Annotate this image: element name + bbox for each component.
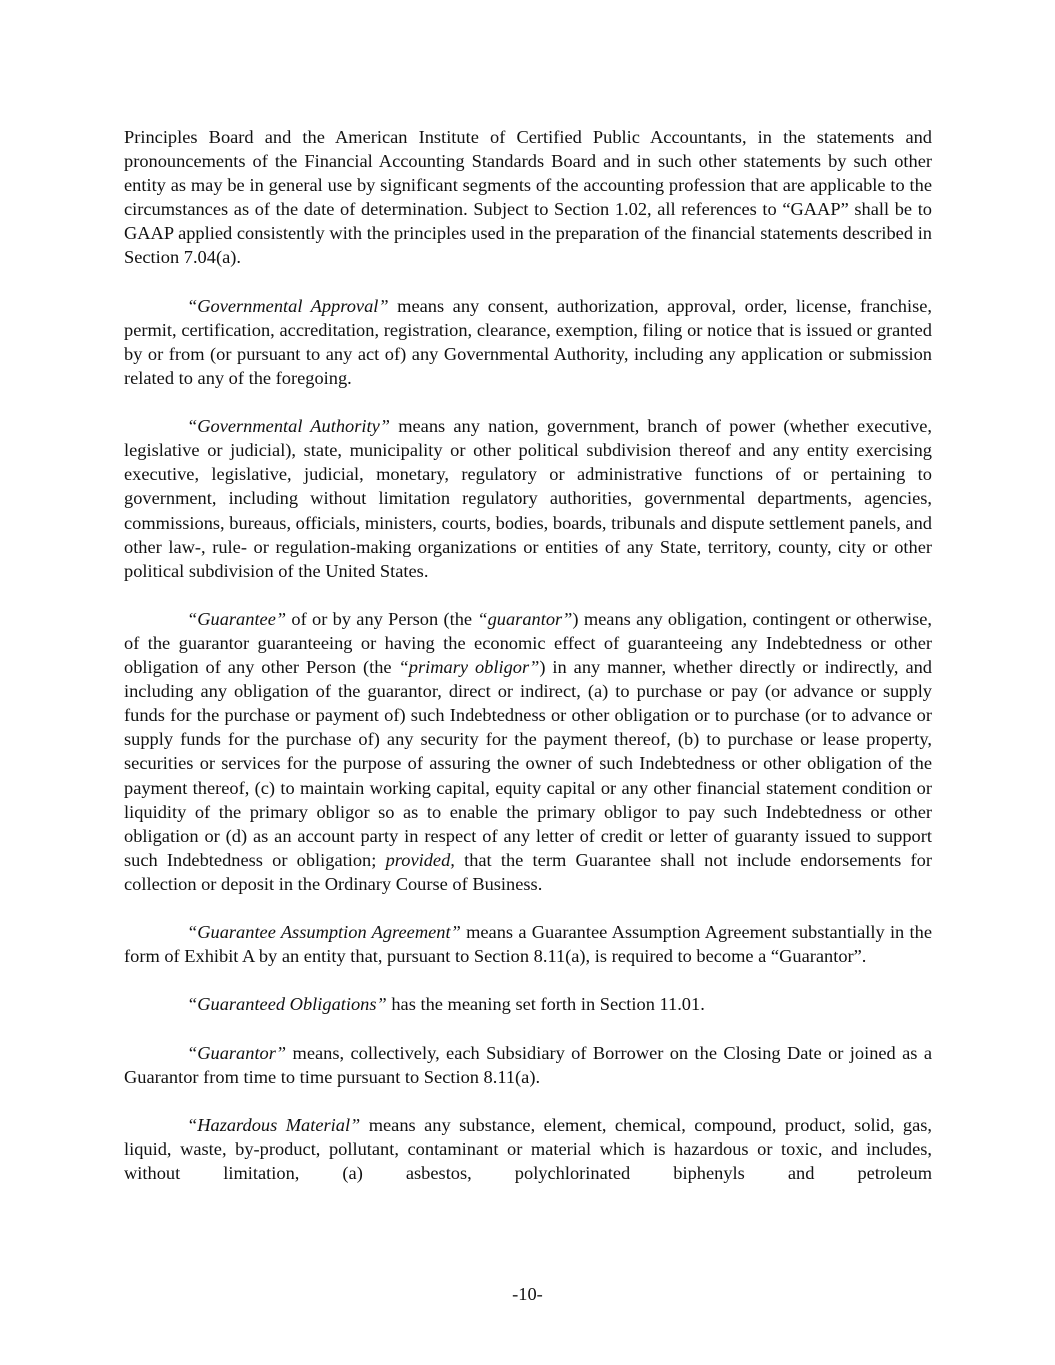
definition-text: ) in any manner, whether directly or indirectly, and including any obligation of the guarantor, direct or indirect, (a) to purchase or pay (or advance or supply funds for the purchase or payment of) such Indebtedness or other obligation or to purchase (or to advance or supply funds for the purchase of) any security for the payment thereof, (b) to purchase or lease property, securities or services for the purpose of assuring the owner of such Indebtedness or other obligation of the payment thereof, (c) to maintain working capital, equity capital or any other financial statement condition or liquidity of the primary obligor so as to enable the primary obligor to pay such Indebtedness or other obligation or (d) as an account party in respect of any letter of credit or letter of guaranty issued to support such Indebtedness or obligation; (124, 657, 932, 870)
page-number: -10- (512, 1284, 543, 1304)
definition-guarantor (124, 1041, 932, 1089)
definition-guaranteed-obligations (124, 992, 932, 1016)
document-body (124, 125, 932, 1209)
definition-text: means any nation, government, branch of power (whether executive, legislative or judicial), state, municipality or other political subdivision thereof and any entity exercising executive, legislative, judicial, monetary, regulatory or administrative functions of or pertaining to government, including without limitation regulatory authorities, governmental departments, agencies, commissions, bureaus, officials, ministers, courts, bodies, boards, tribunals and dispute settlement panels, and other law-, rule- or regulation-making organizations or entities of any State, territory, county, city or other political subdivision of the United States. (124, 416, 932, 581)
definition-text: means any substance, element, chemical, compound, product, solid, gas, liquid, waste, by-product, pollutant, contaminant or material which is hazardous or toxic, and includes, without limitation, (a) asbestos, polychlorinated biphenyls and petroleum (124, 1114, 932, 1184)
paragraph-gaap-continued (124, 125, 932, 270)
definition-text: means, collectively, each Subsidiary of Borrower on the Closing Date or joined as a Guarantor from time to time pursuant to Section 8.11(a). (124, 1042, 932, 1087)
definition-text: means any consent, authorization, approval, order, license, franchise, permit, certification, accreditation, registration, clearance, exemption, filing or notice that is issued or granted by or from (or pursuant to any act of) any Governmental Authority, including any application or submission related to any of the foregoing. (124, 295, 932, 388)
definition-text: means a Guarantee Assumption Agreement substantially in the form of Exhibit A by an entity that, pursuant to Section 8.11(a), is required to become a “Guarantor”. (124, 922, 932, 967)
defined-term: “Governmental Authority” (187, 416, 390, 437)
defined-term: “Guaranteed Obligations” (187, 994, 387, 1015)
definition-text: that the term Guarantee shall not include endorsements for collection or deposit in the Ordinary Course of Business. (124, 849, 932, 894)
definition-hazardous-material (124, 1113, 932, 1185)
definition-guarantee (124, 607, 932, 896)
defined-term: “Guarantor” (187, 1042, 287, 1063)
definition-guarantee-assumption-agreement (124, 920, 932, 968)
paragraph-text: Principles Board and the American Institute of Certified Public Accountants, in the statements and pronouncements of the Financial Accounting Standards Board and in such other statements by such other entity as may be in general use by significant segments of the accounting profession that are applicable to the circumstances as of the date of determination. Subject to Section 1.02, all references to “GAAP” shall be to GAAP applied consistently with the principles used in the preparation of the financial statements described in Section 7.04(a). (124, 127, 932, 268)
proviso-provided: provided, (385, 849, 455, 870)
defined-term: “Hazardous Material” (187, 1114, 361, 1135)
definition-text: of or by any Person (the (286, 608, 478, 629)
defined-term-primary-obligor: “primary obligor” (398, 657, 540, 678)
defined-term: “Guarantee Assumption Agreement” (187, 922, 461, 943)
definition-governmental-approval (124, 294, 932, 390)
definition-governmental-authority (124, 414, 932, 583)
defined-term: “Guarantee” (187, 608, 287, 629)
defined-term-guarantor: “guarantor” (477, 608, 573, 629)
defined-term: “Governmental Approval” (187, 295, 389, 316)
definition-text: has the meaning set forth in Section 11.01. (386, 994, 705, 1015)
definition-text: ) means any obligation, contingent or otherwise, of the guarantor guaranteeing or having the economic effect of guaranteeing any Indebtedness or other obligation of any other Person (the (124, 608, 933, 678)
